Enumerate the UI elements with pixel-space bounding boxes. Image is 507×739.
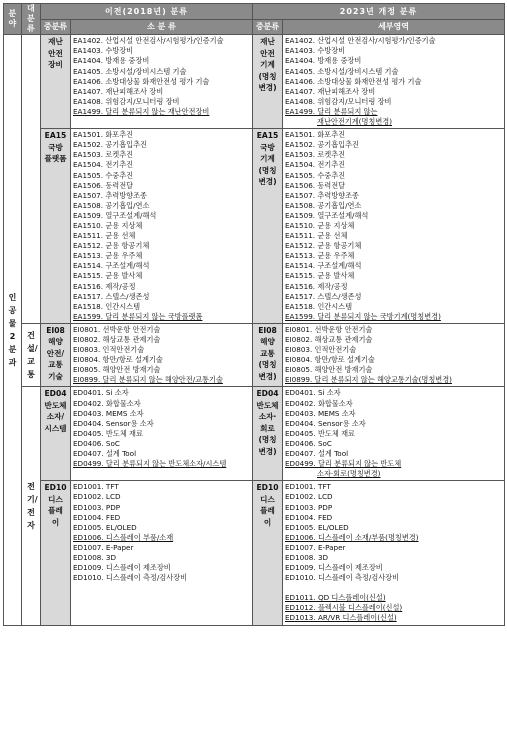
spacer: [285, 583, 504, 593]
classification-item: ED0401. Si 소자: [285, 388, 341, 398]
old-small-categories: [71, 387, 253, 481]
classification-item: ED1009. 디스플레이 제조장비: [285, 563, 383, 573]
mid-category-line: (명칭: [258, 360, 277, 370]
classification-item: ED0406. SoC: [73, 438, 120, 448]
new-mid-category: [253, 323, 283, 387]
mid-category-line: 국방: [48, 142, 63, 152]
classification-item: EA1516. 제작/공정: [285, 281, 348, 291]
mid-category-line: 해양: [48, 337, 63, 347]
mid-category-line: EI08: [258, 325, 277, 335]
classification-table: [3, 3, 505, 626]
new-detail-areas: [283, 387, 505, 481]
classification-item: ED1008. 3D: [285, 552, 329, 562]
classification-item: EA1499. 달리 분류되지 않는 재난안전장비: [73, 106, 210, 116]
classification-item: EA1514. 구조설계/해석: [73, 261, 150, 271]
classification-item: EA1504. 전기추진: [285, 160, 346, 170]
new-mid-category: [253, 387, 283, 481]
old-small-categories: [71, 323, 253, 387]
old-small-categories: [71, 35, 253, 129]
classification-item: ED1002. LCD: [285, 492, 333, 502]
classification-item: EA1509. 열구조설계/해석: [73, 210, 157, 220]
classification-item: ED0403. MEMS 소자: [285, 408, 356, 418]
classification-item: ED1003. PDP: [73, 502, 121, 512]
classification-item: EA1403. 수방장비: [73, 46, 134, 56]
classification-item: ED1006. 디스플레이 부품/소재: [73, 532, 174, 542]
classification-item: EA1509. 열구조설계/해석: [285, 210, 369, 220]
new-mid-category: [253, 129, 283, 324]
new-detail-areas: [283, 323, 505, 387]
classification-item: EA1506. 동력전달: [285, 180, 346, 190]
table-row: [4, 35, 505, 129]
classification-item: EA1406. 소방대상물 화재안전성 평가 기술: [73, 76, 210, 86]
classification-item: EA1502. 공기흡입추진: [73, 140, 147, 150]
old-mid-category: [41, 129, 71, 324]
classification-item: ED0407. 설계 Tool: [73, 449, 137, 459]
classification-item: EI0803. 인적안전기술: [73, 345, 145, 355]
classification-item: EA1510. 군용 지상체: [73, 220, 143, 230]
classification-item: EA1499. 달리 분류되지 않는: [285, 106, 378, 116]
classification-item: EA1516. 제작/공정: [73, 281, 136, 291]
classification-item: EA1502. 공기흡입추진: [285, 140, 359, 150]
classification-item: ED1007. E-Paper: [285, 542, 346, 552]
mid-category-line: EA15: [44, 131, 67, 141]
mid-category-line: 교통: [260, 348, 275, 358]
classification-item: EA1505. 수중추진: [285, 170, 346, 180]
classification-item: EA1517. 스텔스/생존성: [285, 291, 362, 301]
classification-item: ED0407. 설계 Tool: [285, 449, 349, 459]
old-mid-category: [41, 323, 71, 387]
mid-category-line: 플레: [260, 506, 275, 516]
classification-item: EA1511. 군용 선체: [285, 231, 348, 241]
classification-item: ED1004. FED: [73, 512, 121, 522]
new-detail-areas: [283, 35, 505, 129]
table-row: [4, 129, 505, 324]
new-mid-category: [253, 35, 283, 129]
classification-item: EA1405. 소방시설/장비시스템 기술: [73, 66, 187, 76]
classification-item: EA1517. 스텔스/생존성: [73, 291, 150, 301]
header-field: 분야: [4, 4, 22, 35]
mid-category-line: 소자·: [258, 412, 277, 422]
classification-item: EA1407. 재난피해조사 장비: [285, 86, 376, 96]
classification-item: EI0802. 해상교통 관제기술: [285, 335, 373, 344]
mid-category-line: (명칭: [258, 71, 277, 81]
classification-item: EI0804. 항만/항로 설계기술: [73, 355, 163, 365]
mid-category-line: 소자/: [46, 412, 65, 422]
old-mid-category: [41, 387, 71, 481]
classification-item: EA1515. 군용 발사체: [285, 271, 355, 281]
mid-category-line: 디스: [48, 494, 63, 504]
header-new-mid: 중분류: [253, 20, 283, 35]
classification-item: EI0803. 인적안전기술: [285, 345, 357, 355]
classification-item: ED0402. 화합물소자: [73, 398, 141, 408]
classification-item: ED1012. 플렉시블 디스플레이(신설): [285, 603, 403, 613]
header-old-small: 소 분 류: [71, 20, 253, 35]
mid-category-line: 기계: [260, 154, 275, 164]
mid-category-line: 이: [51, 517, 60, 527]
classification-item: EA1507. 추력방향조종: [73, 190, 147, 200]
new-detail-areas: [283, 129, 505, 324]
mid-category-line: EA15: [256, 131, 279, 141]
classification-item: EA1599. 달리 분류되지 않는 국방기계(명칭변경): [285, 311, 441, 321]
mid-category-line: 안전: [48, 48, 63, 58]
mid-category-line: 회로: [260, 423, 275, 433]
classification-item: EA1507. 추력방향조종: [285, 190, 359, 200]
classification-item: EA1506. 동력전달: [73, 180, 134, 190]
mid-category-line: 안전/: [46, 348, 65, 358]
classification-item: EA1404. 방재용 중장비: [73, 56, 150, 66]
new-detail-areas: [283, 481, 505, 625]
classification-item: EI0805. 해양안전 방재기술: [73, 365, 161, 375]
classification-item: ED1001. TFT: [73, 482, 119, 492]
classification-item: EA1407. 재난피해조사 장비: [73, 86, 164, 96]
header-old-mid: 중분류: [41, 20, 71, 35]
header-new-classification: 2023년 개정 분류: [253, 4, 505, 20]
table-row: [4, 323, 505, 387]
classification-item: 재난안전기계(명칭변경): [317, 117, 393, 127]
mid-category-line: 플랫폼: [44, 154, 67, 164]
classification-item: EA1505. 수중추진: [73, 170, 134, 180]
mid-category-line: 변경): [258, 446, 277, 456]
classification-item: EA1408. 위험감지/모니터링 장비: [285, 96, 392, 106]
table-row: [4, 481, 505, 625]
classification-item: ED0406. SoC: [285, 438, 332, 448]
classification-item: EI0899. 달리 분류되지 않는 해양교통기술(명칭변경): [285, 375, 452, 385]
mid-category-line: 해양: [260, 337, 275, 347]
classification-item: EA1514. 구조설계/해석: [285, 261, 362, 271]
mid-category-line: 교통: [48, 360, 63, 370]
mid-category-line: 디스: [260, 494, 275, 504]
table-body: [4, 35, 505, 625]
classification-item: EA1512. 군용 항공기체: [285, 241, 362, 251]
classification-item: EA1403. 수방장비: [285, 46, 346, 56]
mid-category-line: 변경): [258, 83, 277, 93]
classification-item: EA1512. 군용 항공기체: [73, 241, 150, 251]
new-mid-category: [253, 481, 283, 625]
old-small-categories: [71, 129, 253, 324]
classification-item: EA1518. 인간시스템: [285, 301, 353, 311]
mid-category-line: 기술: [48, 371, 63, 381]
classification-item: EA1404. 방재용 중장비: [285, 56, 362, 66]
classification-item: EI0801. 선박운항 안전기술: [73, 324, 161, 334]
classification-item: ED1002. LCD: [73, 492, 121, 502]
classification-item: ED1003. PDP: [285, 502, 333, 512]
classification-item: ED1011. QD 디스플레이(신설): [285, 593, 386, 603]
field-cell: 인공물2분과: [4, 35, 22, 625]
major-category-cell: 건설/교통: [22, 323, 41, 387]
classification-item: EA1405. 소방시설/장비시스템 기술: [285, 66, 399, 76]
classification-item: 소자·회로(명칭변경): [317, 469, 381, 479]
old-small-categories: [71, 481, 253, 625]
classification-item: EA1515. 군용 발사체: [73, 271, 143, 281]
classification-item: EA1513. 군용 우주체: [285, 251, 355, 261]
header-old-classification: 이전(2018년) 분류: [41, 4, 253, 20]
mid-category-line: 변경): [258, 371, 277, 381]
mid-category-line: 변경): [258, 177, 277, 187]
classification-item: EA1511. 군용 선체: [73, 231, 136, 241]
classification-item: ED0499. 달리 분류되지 않는 반도체소자/시스템: [73, 459, 227, 469]
old-mid-category: [41, 481, 71, 625]
classification-item: ED0402. 화합물소자: [285, 398, 353, 408]
classification-item: EA1508. 공기흡입/연소: [73, 200, 150, 210]
classification-item: ED0403. MEMS 소자: [73, 408, 144, 418]
classification-item: ED1008. 3D: [73, 552, 117, 562]
mid-category-line: 시스템: [44, 423, 67, 433]
classification-item: EI0804. 항만/항로 설계기술: [285, 355, 375, 365]
mid-category-line: 반도체: [44, 400, 67, 410]
mid-category-line: 안전: [260, 48, 275, 58]
old-mid-category: [41, 35, 71, 129]
mid-category-line: EI08: [46, 325, 65, 335]
classification-item: EI0802. 해상교통 관제기술: [73, 335, 161, 344]
classification-item: ED0404. Sensor용 소자: [73, 418, 154, 428]
classification-item: ED0405. 반도체 재료: [73, 428, 143, 438]
classification-item: EA1513. 군용 우주체: [73, 251, 143, 261]
classification-item: ED1005. EL/OLED: [285, 522, 349, 532]
mid-category-line: 반도체: [256, 400, 279, 410]
mid-category-line: 재난: [260, 37, 275, 47]
classification-item: ED1010. 디스플레이 측정/검사장비: [73, 573, 188, 583]
classification-item: ED1010. 디스플레이 측정/검사장비: [285, 573, 400, 583]
mid-category-line: 재난: [48, 37, 63, 47]
classification-item: EA1501. 화포추진: [285, 130, 346, 140]
mid-category-line: ED10: [256, 483, 279, 493]
classification-item: ED1007. E-Paper: [73, 542, 134, 552]
classification-item: ED1005. EL/OLED: [73, 522, 137, 532]
classification-item: EA1402. 산업시설 안전검사/시험평가/인증기술: [73, 36, 224, 46]
mid-category-line: 기계: [260, 60, 275, 70]
classification-item: EA1599. 달리 분류되지 않는 국방플랫폼: [73, 311, 203, 321]
table-row: [4, 387, 505, 481]
header-major-category: 대분류: [22, 4, 41, 35]
mid-category-line: ED04: [44, 389, 67, 399]
major-category-cell: 전기/전자: [22, 387, 41, 625]
classification-item: EA1503. 로켓추진: [285, 150, 346, 160]
classification-item: ED1006. 디스플레이 소재/부품(명칭변경): [285, 532, 419, 542]
classification-item: EA1408. 위험감지/모니터링 장비: [73, 96, 180, 106]
classification-item: EA1402. 산업시설 안전검사/시험평가/인증기술: [285, 36, 436, 46]
mid-category-line: 플레: [48, 506, 63, 516]
classification-item: EI0801. 선박운항 안전기술: [285, 324, 373, 334]
classification-item: EI0805. 해양안전 방재기술: [285, 365, 373, 375]
mid-category-line: (명칭: [258, 165, 277, 175]
classification-item: EA1406. 소방대상물 화재안전성 평가 기술: [285, 76, 422, 86]
mid-category-line: ED04: [256, 389, 279, 399]
classification-item: ED0404. Sensor용 소자: [285, 418, 366, 428]
mid-category-line: 국방: [260, 142, 275, 152]
classification-item: ED0405. 반도체 재료: [285, 428, 355, 438]
classification-item: ED1004. FED: [285, 512, 333, 522]
classification-item: EA1504. 전기추진: [73, 160, 134, 170]
header-new-detail: 세부영역: [283, 20, 505, 35]
mid-category-line: 이: [263, 517, 272, 527]
classification-item: ED1009. 디스플레이 제조장비: [73, 563, 171, 573]
classification-item: EA1501. 화포추진: [73, 130, 134, 140]
mid-category-line: 장비: [48, 60, 63, 70]
classification-item: EA1503. 로켓추진: [73, 150, 134, 160]
mid-category-line: ED10: [44, 483, 67, 493]
classification-item: ED1013. AR/VR 디스플레이(신설): [285, 613, 397, 623]
classification-item: EA1510. 군용 지상체: [285, 220, 355, 230]
classification-item: EA1508. 공기흡입/연소: [285, 200, 362, 210]
classification-item: EI0899. 달리 분류되지 않는 해양안전/교통기술: [73, 375, 223, 385]
classification-item: ED0499. 달리 분류되지 않는 반도체: [285, 459, 402, 469]
mid-category-line: (명칭: [258, 435, 277, 445]
classification-item: EA1518. 인간시스템: [73, 301, 141, 311]
classification-item: ED1001. TFT: [285, 482, 331, 492]
classification-item: ED0401. Si 소자: [73, 388, 129, 398]
major-category-cell: [22, 35, 41, 324]
